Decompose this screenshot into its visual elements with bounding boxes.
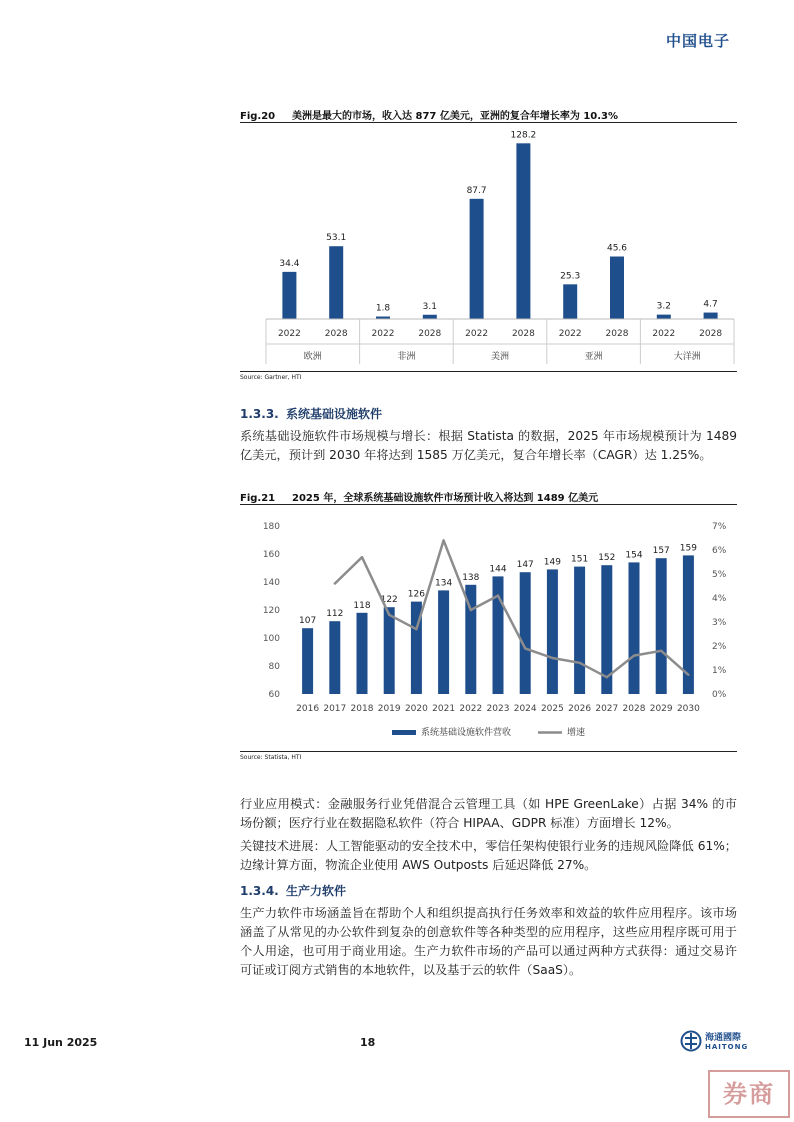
y-right-tick-label: 6% [712,546,727,556]
bar-value-label: 3.1 [422,301,437,312]
x-tick-year: 2017 [323,704,347,714]
section-number: 1.3.3. [240,407,279,421]
bar-revenue-2023 [493,576,504,694]
bar-value-label: 45.6 [606,243,628,254]
growth-point-2020 [415,628,417,630]
x-tick-year: 2028 [622,704,646,714]
x-tick-year: 2028 [511,329,535,339]
bar-value-label: 34.4 [279,258,300,269]
legend-label-growth: 增速 [567,728,586,738]
bar-2028-5 [516,143,530,319]
paragraph-productivity: 生产力软件市场涵盖旨在帮助个人和组织提高执行任务效率和效益的软件应用程序。该市场涵盖了从常见的办公软件到复杂的创意软件等各种类型的应用程序，这些应用程序既可用于个人用途，也可用于商业用途。生产力软件市场的产品可以通过两种方式获得：通过交易许可证或订阅方式销售的本地软件，以及基于云的软件（SaaS）。 [240,906,737,977]
fig20-bottom-rule [240,371,737,372]
y-right-tick-label: 5% [712,570,727,580]
x-tick-year: 2025 [540,704,564,714]
x-tick-year: 2019 [377,704,401,714]
x-tick-year: 2020 [404,704,428,714]
bar-value-label: 4.7 [703,299,718,310]
y-right-tick-label: 2% [712,642,727,652]
fig20-title: 美洲是最大的市场，收入达 877 亿美元，亚洲的复合年增长率为 10.3% [292,111,619,122]
x-tick-year: 2022 [371,329,395,339]
bar-value-label: 53.1 [326,233,347,244]
growth-point-2025 [551,657,553,659]
bar-value-label: 122 [380,595,398,606]
bar-revenue-2026 [574,567,585,694]
section-heading-1-3-4 [240,882,346,899]
x-tick-year: 2028 [699,329,723,339]
bar-revenue-2017 [329,621,340,694]
y-right-tick-label: 1% [712,666,727,676]
paragraph-key-tech: 关键技术进展：人工智能驱动的安全技术中，零信任架构使银行业务的违规风险降低 61%；边缘计算方面，物流企业使用 AWS Outposts 后延迟降低 27%。 [240,839,737,872]
bar-2022-8 [657,315,671,319]
x-tick-year: 2022 [652,329,676,339]
group-label-region: 亚洲 [584,352,603,362]
paragraph-system-infra: 系统基础设施软件市场规模与增长：根据 Statista 的数据，2025 年市场规模预计为 1489 亿美元，预计到 2030 年将达到 1585 万亿美元，复合年增长率（CAGR）达 1.25%。 [240,429,737,462]
fig20-bar-chart [240,124,737,370]
fig20-source: Source: Gartner, HTI [240,374,302,381]
bar-value-label: 149 [543,557,561,568]
fig20-heading [240,107,737,122]
x-tick-year: 2030 [676,704,700,714]
growth-point-2019 [388,614,390,616]
bar-revenue-2018 [357,613,368,694]
bar-value-label: 118 [353,600,371,611]
growth-point-2018 [361,556,363,558]
logo-text-en: HAITONG [705,1043,749,1051]
x-tick-year: 2023 [486,704,510,714]
y-right-tick-label: 4% [712,594,727,604]
y-left-tick-label: 160 [262,550,280,560]
growth-point-2021 [442,539,444,541]
x-tick-year: 2022 [459,704,483,714]
growth-point-2029 [660,650,662,652]
bar-revenue-2016 [302,628,313,694]
x-tick-year: 2022 [465,329,489,339]
bar-value-label: 151 [571,554,589,565]
haitong-logo-icon [680,1030,702,1052]
growth-point-2024 [524,647,526,649]
page-number: 18 [360,1036,376,1049]
footer-date: 11 Jun 2025 [24,1036,98,1049]
x-tick-year: 2027 [595,704,619,714]
group-label-region: 美洲 [490,352,510,362]
bar-revenue-2028 [629,562,640,694]
paragraph-industry-apps: 行业应用模式：金融服务行业凭借混合云管理工具（如 HPE GreenLake）占据 34% 的市场份额；医疗行业在数据隐私软件（符合 HIPAA、GDPR 标准）方面增长 12%。 [240,797,737,830]
y-left-tick-label: 180 [262,522,280,532]
fig21-bottom-rule [240,751,737,752]
bar-value-label: 107 [299,616,317,627]
bar-revenue-2025 [547,569,558,694]
x-tick-year: 2016 [296,704,320,714]
x-tick-year: 2028 [324,329,348,339]
x-tick-year: 2018 [350,704,374,714]
brand-title: 中国电子 [665,32,730,50]
fig20-label: Fig.20 [240,111,276,122]
bar-value-label: 128.2 [510,130,537,141]
bar-2022-4 [470,199,484,319]
x-tick-year: 2022 [558,329,582,339]
y-right-tick-label: 0% [712,690,727,700]
bar-value-label: 112 [326,609,344,620]
bar-2028-9 [704,313,718,319]
bar-revenue-2024 [520,572,531,694]
bar-value-label: 138 [462,572,480,583]
bar-revenue-2019 [384,607,395,694]
x-tick-year: 2028 [418,329,442,339]
bar-value-label: 157 [652,546,670,557]
fig21-label: Fig.21 [240,493,276,504]
bar-value-label: 87.7 [466,185,487,196]
bar-value-label: 3.2 [656,301,671,312]
bar-value-label: 144 [489,564,507,575]
growth-point-2028 [633,654,635,656]
bar-2022-0 [282,272,296,319]
bar-value-label: 147 [516,560,534,571]
section-title: 生产力软件 [286,884,347,898]
section-heading-1-3-3 [240,405,382,422]
growth-point-2026 [578,662,580,664]
growth-point-2023 [497,594,499,596]
fig21-top-rule [240,504,737,505]
x-tick-year: 2021 [432,704,456,714]
bar-2028-3 [423,315,437,319]
watermark-seal: 券商 [708,1070,790,1118]
x-tick-year: 2028 [605,329,629,339]
x-tick-year: 2026 [568,704,592,714]
x-tick-year: 2029 [649,704,673,714]
fig21-combo-chart [240,506,737,750]
bar-value-label: 159 [679,543,697,554]
bar-value-label: 134 [435,578,453,589]
growth-point-2027 [606,676,608,678]
section-number: 1.3.4. [240,884,279,898]
bar-value-label: 152 [598,553,616,564]
bar-revenue-2029 [656,558,667,694]
group-label-region: 欧洲 [303,352,322,362]
bar-2022-6 [563,284,577,319]
legend-label-revenue: 系统基础设施软件营收 [421,728,512,738]
y-right-tick-label: 3% [712,618,727,628]
fig21-source: Source: Statista, HTI [240,754,302,761]
group-label-region: 非洲 [397,352,416,362]
y-left-tick-label: 100 [262,634,280,644]
fig21-heading [240,489,737,504]
logo-text-cn: 海通國際 [705,1033,742,1043]
x-tick-year: 2024 [513,704,537,714]
legend-swatch-revenue [392,730,416,735]
y-left-tick-label: 140 [262,578,280,588]
bar-value-label: 126 [407,589,425,600]
fig20-top-rule [240,122,737,123]
bar-value-label: 25.3 [560,271,581,282]
bar-2028-1 [329,246,343,319]
y-left-tick-label: 60 [268,690,280,700]
growth-point-2022 [470,609,472,611]
y-left-tick-label: 120 [262,606,280,616]
fig21-title: 2025 年，全球系统基础设施软件市场预计收入将达到 1489 亿美元 [292,493,599,504]
growth-point-2030 [687,674,689,676]
y-left-tick-label: 80 [268,662,280,672]
x-tick-year: 2022 [277,329,301,339]
bar-revenue-2021 [438,590,449,694]
section-title: 系统基础设施软件 [286,407,383,421]
bar-value-label: 154 [625,550,643,561]
growth-point-2017 [334,582,336,584]
bar-2028-7 [610,257,624,319]
bar-value-label: 1.8 [375,303,391,314]
y-right-tick-label: 7% [712,522,727,532]
group-label-region: 大洋洲 [673,352,701,362]
